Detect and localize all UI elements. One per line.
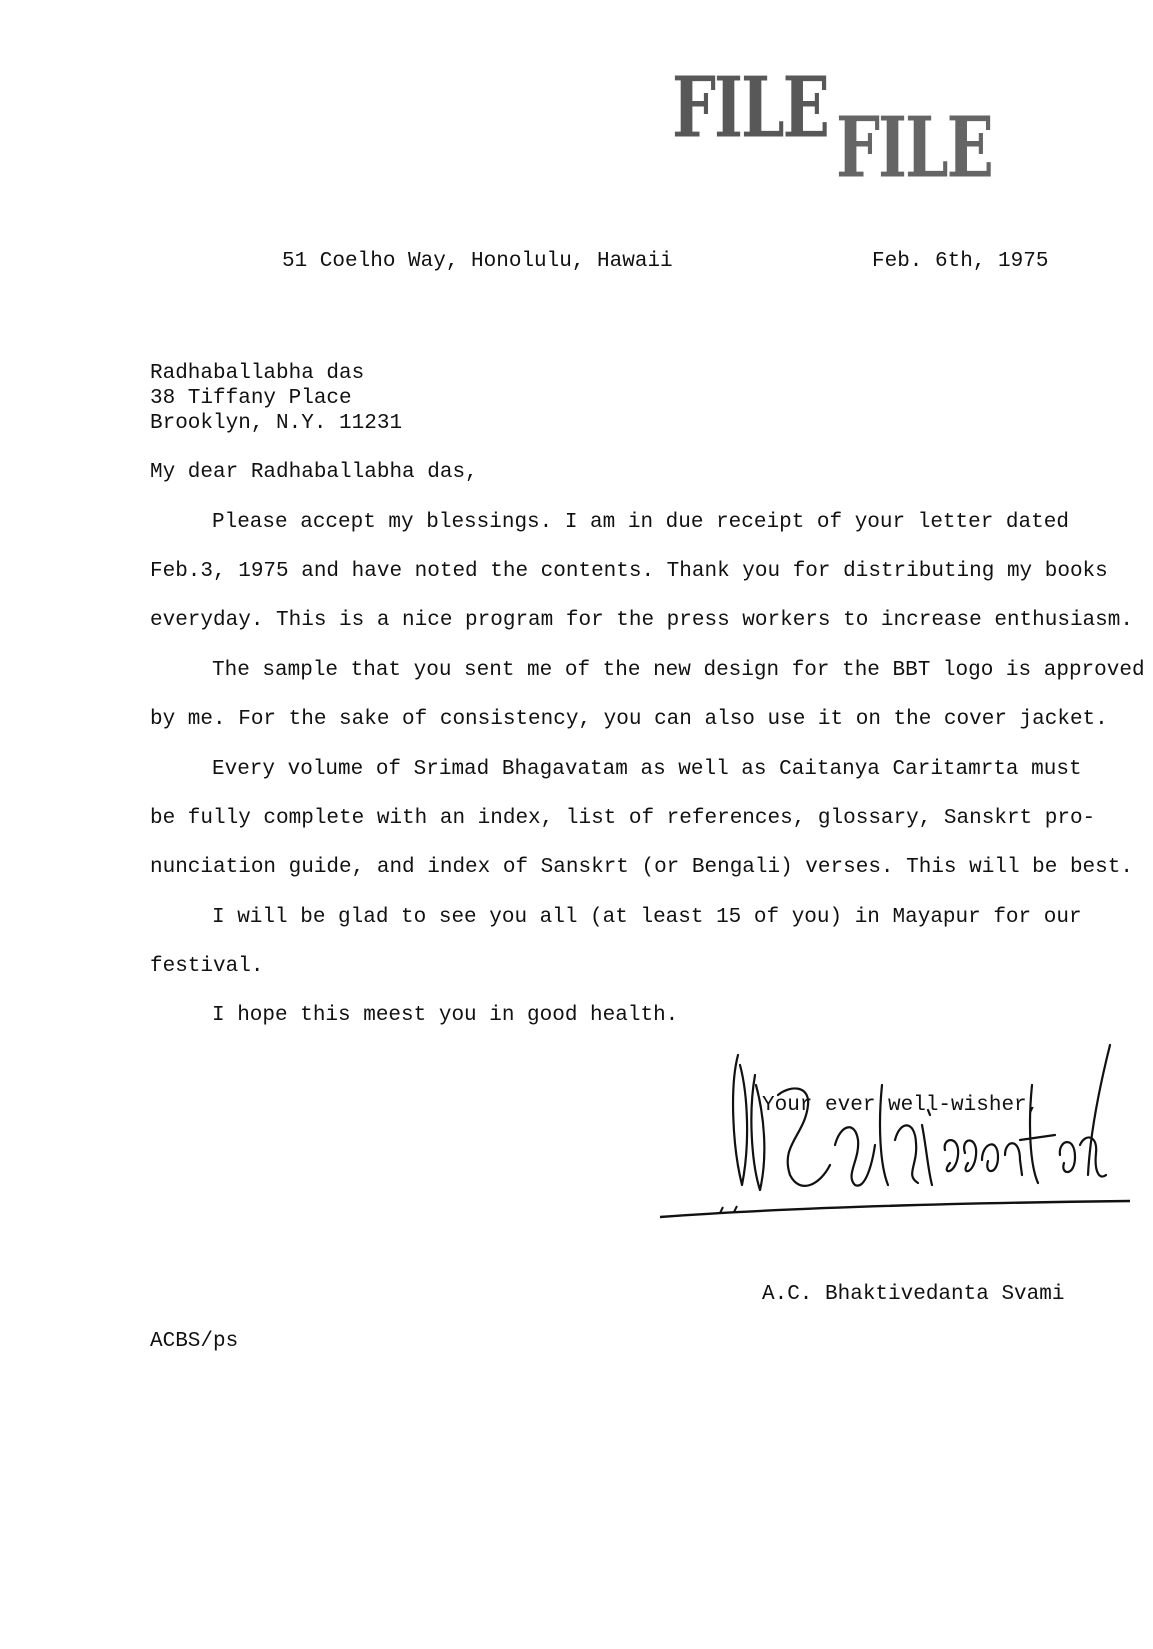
- recipient-city: Brooklyn, N.Y. 11231: [150, 412, 403, 435]
- recipient-street: 38 Tiffany Place: [150, 387, 352, 410]
- body-line: by me. For the sake of consistency, you can also use it on the cover jacket.: [150, 708, 1108, 731]
- body-line: nunciation guide, and index of Sanskrt (or Bengali) verses. This will be best.: [150, 856, 1133, 879]
- sender-address: 51 Coelho Way, Honolulu, Hawaii: [282, 250, 673, 273]
- signer-name: A.C. Bhaktivedanta Svami: [762, 1283, 1065, 1306]
- file-stamp: FILE: [672, 58, 828, 157]
- body-line: everyday. This is a nice program for the press workers to increase enthusiasm.: [150, 609, 1133, 632]
- letter-date: Feb. 6th, 1975: [872, 250, 1049, 273]
- body-line: Feb.3, 1975 and have noted the contents. Thank you for distributing my books: [150, 560, 1108, 583]
- file-stamp: FILE: [836, 98, 992, 197]
- body-line: The sample that you sent me of the new design for the BBT logo is approved: [212, 659, 1145, 682]
- handwritten-signature: [660, 1025, 1130, 1255]
- recipient-name: Radhaballabha das: [150, 362, 365, 385]
- body-line: Please accept my blessings. I am in due receipt of your letter dated: [212, 511, 1069, 534]
- salutation: My dear Radhaballabha das,: [150, 461, 478, 484]
- body-line: I will be glad to see you all (at least 15 of you) in Mayapur for our: [212, 906, 1082, 929]
- body-line: festival.: [150, 955, 264, 978]
- body-line: I hope this meest you in good health.: [212, 1004, 679, 1027]
- body-line: Every volume of Srimad Bhagavatam as well as Caitanya Caritamrta must: [212, 758, 1082, 781]
- closing: Your ever well-wisher,: [762, 1094, 1040, 1117]
- body-line: be fully complete with an index, list of references, glossary, Sanskrt pro-: [150, 807, 1096, 830]
- reference-initials: ACBS/ps: [150, 1330, 239, 1353]
